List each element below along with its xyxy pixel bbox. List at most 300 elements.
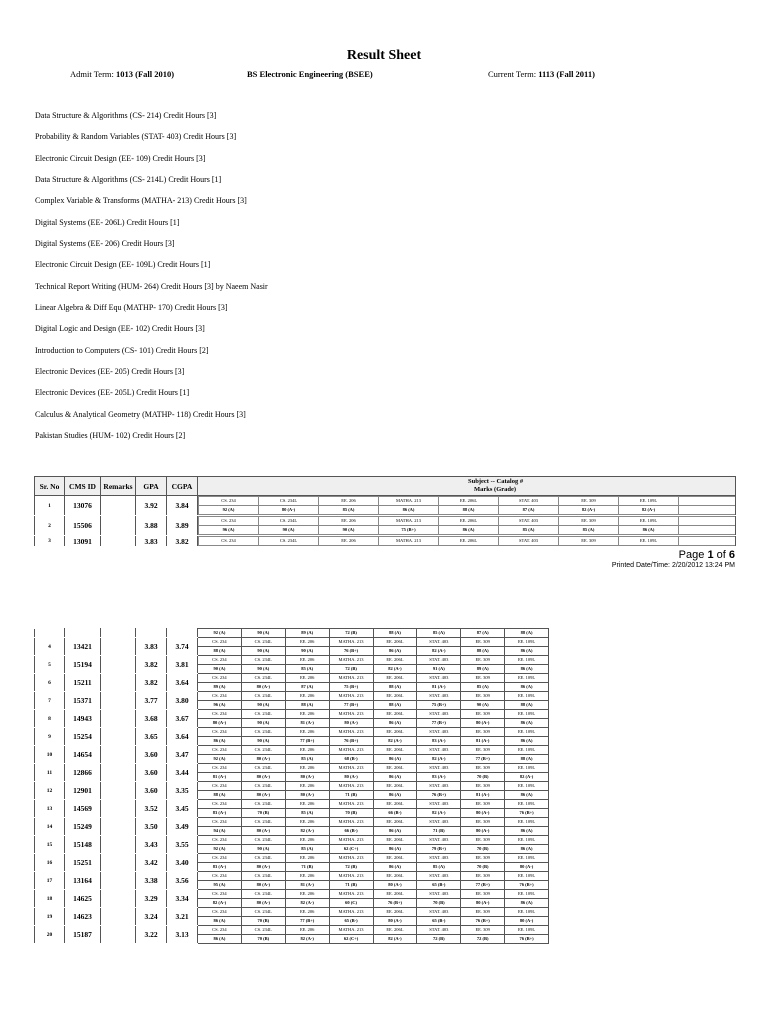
subject-code: CS. 234L <box>241 872 285 881</box>
grade-cell: 81 (A-) <box>461 737 505 746</box>
row-remarks <box>101 692 136 710</box>
grade-cell: 86 (A) <box>373 863 417 872</box>
grade-cell: 82 (A-) <box>619 506 679 515</box>
subject-code: EE. 109L <box>619 497 679 506</box>
grade-cell: 95 (A) <box>198 881 242 890</box>
subject-code: CS. 234L <box>241 656 285 665</box>
grade-cell: 77 (B+) <box>461 881 505 890</box>
row-gpa: 3.42 <box>136 854 167 872</box>
grade-cell: 75 (B+) <box>417 701 461 710</box>
row-cms-id: 13421 <box>65 638 101 656</box>
grade-cell: 80 (A-) <box>285 773 329 782</box>
empty-cell <box>679 526 736 535</box>
subject-code: EE. 206L <box>373 800 417 809</box>
grade-cell: 75 (B+) <box>379 526 439 535</box>
grade-cell: 81 (A-) <box>417 683 461 692</box>
subject-code: CS. 234L <box>241 746 285 755</box>
grade-cell: 70 (B) <box>461 863 505 872</box>
subject-code: CS. 234 <box>198 926 242 935</box>
grade-cell: 90 (A) <box>241 665 285 674</box>
grade-cell: 86 (A) <box>198 935 242 944</box>
subject-code: EE. 109L <box>505 674 549 683</box>
grade-cell: 80 (A-) <box>461 899 505 908</box>
printed-datetime <box>612 562 735 569</box>
grade-cell: 80 (A-) <box>373 917 417 926</box>
grade-cell: 81 (A-) <box>198 773 242 782</box>
row-remarks <box>101 908 136 926</box>
subject-row <box>35 872 549 881</box>
grade-cell: 80 (A-) <box>241 683 285 692</box>
grade-cell: 80 (A-) <box>241 827 285 836</box>
subject-code: MATHA. 213 <box>329 836 373 845</box>
row-cgpa: 3.40 <box>167 854 198 872</box>
row-cgpa: 3.13 <box>167 926 198 944</box>
grade-cell: 86 (A) <box>379 506 439 515</box>
table-row <box>35 516 736 536</box>
subject-code: EE. 206L <box>439 537 499 546</box>
subject-code: EE. 206L <box>373 692 417 701</box>
subject-code: STAT. 403 <box>417 872 461 881</box>
subject-code: EE. 109L <box>505 836 549 845</box>
row-remarks <box>101 638 136 656</box>
grade-cell: 65 (B-) <box>329 917 373 926</box>
course-item: Calculus & Analytical Geometry (MATHP- 118) Credit Hours [3] <box>35 409 246 419</box>
grade-cell: 65 (B-) <box>417 881 461 890</box>
subject-code: MATHA. 213 <box>329 872 373 881</box>
grade-cell: 86 (A) <box>505 647 549 656</box>
grade-cell: 72 (B) <box>329 665 373 674</box>
row-gpa: 3.60 <box>136 782 167 800</box>
row-cms-id: 13091 <box>65 536 101 547</box>
grade-cell: 80 (A-) <box>461 809 505 818</box>
page-total: 6 <box>728 549 735 561</box>
subject-row <box>35 854 549 863</box>
subject-code: CS. 234 <box>198 764 242 773</box>
grade-cell: 81 (A-) <box>285 719 329 728</box>
page-title: Result Sheet <box>346 48 422 63</box>
grade-cell: 85 (A) <box>285 845 329 854</box>
grade-cell: 70 (B) <box>241 917 285 926</box>
subject-code: EE. 109L <box>505 656 549 665</box>
row-remarks <box>101 854 136 872</box>
row-cgpa: 3.21 <box>167 908 198 926</box>
grade-cell: 86 (A) <box>505 845 549 854</box>
grade-cell: 90 (A) <box>241 737 285 746</box>
course-item: Probability & Random Variables (STAT- 403) Credit Hours [3] <box>35 132 237 142</box>
subject-row <box>35 818 549 827</box>
subject-code: MATHA. 213 <box>329 764 373 773</box>
row-gpa: 3.82 <box>136 656 167 674</box>
row-cgpa: 3.84 <box>167 496 198 516</box>
subject-code: EE. 309 <box>461 656 505 665</box>
row-cms-id: 14625 <box>65 890 101 908</box>
row-gpa: 3.22 <box>136 926 167 944</box>
subject-code: EE. 309 <box>559 497 619 506</box>
row-cms-id: 12866 <box>65 764 101 782</box>
subject-code: CS. 234 <box>198 638 242 647</box>
grade-cell: 82 (A-) <box>285 827 329 836</box>
grade-cell: 76 (B+) <box>505 881 549 890</box>
row-sr: 13 <box>35 800 65 818</box>
subject-code: CS. 234 <box>198 728 242 737</box>
row-sr: 4 <box>35 638 65 656</box>
row-cms-id: 15249 <box>65 818 101 836</box>
grade-cell: 77 (B+) <box>285 917 329 926</box>
grade-cell: 85 (A) <box>319 506 379 515</box>
grade-cell: 88 (A) <box>373 629 417 638</box>
row-sr: 7 <box>35 692 65 710</box>
subject-code: EE. 206 <box>285 926 329 935</box>
page-current: 1 <box>707 549 714 561</box>
grade-cell: 85 (A) <box>417 629 461 638</box>
empty-cell <box>679 497 736 506</box>
row-sr: 12 <box>35 782 65 800</box>
subject-code: EE. 206 <box>319 537 379 546</box>
grade-cell: 86 (A) <box>505 719 549 728</box>
row-gpa: 3.38 <box>136 872 167 890</box>
current-term <box>488 69 595 79</box>
subject-code: STAT. 403 <box>417 908 461 917</box>
subject-code: MATHA. 213 <box>329 710 373 719</box>
grade-cell: 86 (A) <box>619 526 679 535</box>
subject-code: EE. 206 <box>285 764 329 773</box>
grade-cell: 90 (A) <box>241 845 285 854</box>
row-remarks <box>101 764 136 782</box>
row-gpa: 3.60 <box>136 746 167 764</box>
subject-code: CS. 234 <box>198 710 242 719</box>
subject-code: EE. 206 <box>285 692 329 701</box>
admit-term <box>70 69 174 79</box>
grade-cell: 82 (A-) <box>417 647 461 656</box>
subject-code: CS. 234L <box>241 728 285 737</box>
subject-code: EE. 109L <box>505 800 549 809</box>
subject-code: STAT. 403 <box>499 517 559 526</box>
subject-code: CS. 234L <box>241 890 285 899</box>
row-sr: 20 <box>35 926 65 944</box>
subject-code: CS. 234 <box>198 818 242 827</box>
grade-cell: 90 (A) <box>198 665 242 674</box>
subject-code: MATHA. 213 <box>329 908 373 917</box>
grade-cell: 85 (A) <box>285 809 329 818</box>
header-cgpa: CGPA <box>167 477 198 496</box>
row-remarks <box>101 746 136 764</box>
subject-code: CS. 234 <box>198 800 242 809</box>
row-gpa: 3.92 <box>136 496 167 516</box>
grade-cell: 86 (A) <box>505 665 549 674</box>
subject-code: EE. 206L <box>373 746 417 755</box>
subject-code: EE. 206L <box>373 656 417 665</box>
row-cgpa: 3.45 <box>167 800 198 818</box>
row-cms-id: 14623 <box>65 908 101 926</box>
subject-code: EE. 109L <box>505 926 549 935</box>
subject-code: CS. 234 <box>198 872 242 881</box>
row-cms-id: 15187 <box>65 926 101 944</box>
subject-code: STAT. 403 <box>417 638 461 647</box>
subject-code: EE. 206L <box>373 710 417 719</box>
subject-code: STAT. 403 <box>417 710 461 719</box>
row-sr: 14 <box>35 818 65 836</box>
subject-row <box>35 926 549 935</box>
grade-cell: 77 (B+) <box>461 755 505 764</box>
row-cms-id: 13076 <box>65 496 101 516</box>
row-sr: 5 <box>35 656 65 674</box>
subject-code: CS. 234L <box>241 800 285 809</box>
subject-code: CS. 234L <box>241 908 285 917</box>
subject-code: EE. 206 <box>285 746 329 755</box>
grade-cell: 70 (B) <box>417 899 461 908</box>
subject-code: EE. 109L <box>505 872 549 881</box>
subject-code: CS. 234 <box>199 517 259 526</box>
admit-term-label: Admit Term: <box>70 69 114 79</box>
grade-cell: 80 (A-) <box>198 719 242 728</box>
page-number <box>679 549 735 561</box>
header-subject-line2: Marks (Grade) <box>474 486 517 493</box>
row-gpa: 3.83 <box>136 638 167 656</box>
subject-code: EE. 109L <box>505 782 549 791</box>
subject-code: CS. 234L <box>241 764 285 773</box>
subject-row <box>35 692 549 701</box>
blank-cell <box>35 629 65 638</box>
grade-cell: 81 (A-) <box>461 791 505 800</box>
grade-cell: 91 (A) <box>417 665 461 674</box>
subject-code: EE. 309 <box>461 872 505 881</box>
header-subject <box>198 477 736 496</box>
grade-cell: 70 (B) <box>461 845 505 854</box>
grade-cell: 76 (B+) <box>417 791 461 800</box>
row-cms-id: 15211 <box>65 674 101 692</box>
subject-code: CS. 234 <box>198 674 242 683</box>
header-gpa: GPA <box>136 477 167 496</box>
table-row <box>35 496 736 516</box>
grade-cell: 68 (B-) <box>329 755 373 764</box>
subject-code: STAT. 403 <box>417 890 461 899</box>
current-term-label: Current Term: <box>488 69 537 79</box>
row-cms-id: 12901 <box>65 782 101 800</box>
row-cgpa: 3.49 <box>167 818 198 836</box>
subject-code: EE. 206L <box>439 517 499 526</box>
row-remarks <box>101 836 136 854</box>
grade-cell: 80 (A-) <box>241 863 285 872</box>
grade-cell: 86 (A) <box>373 755 417 764</box>
grade-cell: 90 (A) <box>241 629 285 638</box>
row-subjects <box>198 516 736 536</box>
row-remarks <box>101 926 136 944</box>
subject-code: STAT. 403 <box>417 746 461 755</box>
grade-cell: 80 (A-) <box>285 791 329 800</box>
program-name: BS Electronic Engineering (BSEE) <box>247 69 373 79</box>
course-item: Digital Logic and Design (EE- 102) Credit Hours [3] <box>35 324 205 334</box>
grade-cell: 80 (A-) <box>505 863 549 872</box>
grade-cell: 70 (B) <box>329 809 373 818</box>
course-item: Electronic Devices (EE- 205) Credit Hours [3] <box>35 366 185 376</box>
subject-row <box>35 746 549 755</box>
grade-cell: 76 (B+) <box>505 935 549 944</box>
subject-code: STAT. 403 <box>417 782 461 791</box>
subject-code: MATHA. 213 <box>329 674 373 683</box>
grade-cell: 86 (A) <box>505 737 549 746</box>
grade-cell: 88 (A) <box>198 791 242 800</box>
subject-code: EE. 206L <box>373 728 417 737</box>
subject-code: CS. 234 <box>198 656 242 665</box>
header-cms: CMS ID <box>65 477 101 496</box>
subject-code: EE. 109L <box>619 537 679 546</box>
row-sr: 18 <box>35 890 65 908</box>
grade-cell: 88 (A) <box>461 647 505 656</box>
row-gpa: 3.83 <box>136 536 167 547</box>
grade-cell: 88 (A) <box>373 683 417 692</box>
row-remarks <box>101 728 136 746</box>
row-remarks <box>101 818 136 836</box>
subject-code: EE. 206L <box>373 836 417 845</box>
grade-cell: 96 (A) <box>199 526 259 535</box>
empty-cell <box>679 517 736 526</box>
grade-cell: 86 (A) <box>198 917 242 926</box>
subject-row <box>35 638 549 647</box>
subject-code: CS. 234 <box>199 537 259 546</box>
subject-code: STAT. 403 <box>417 818 461 827</box>
subject-code: EE. 206 <box>285 836 329 845</box>
subject-row <box>35 800 549 809</box>
subject-code: EE. 206 <box>285 710 329 719</box>
subject-code: MATHA. 213 <box>329 728 373 737</box>
subject-code: EE. 309 <box>559 517 619 526</box>
subject-code: EE. 206L <box>373 782 417 791</box>
course-item: Digital Systems (EE- 206L) Credit Hours [1] <box>35 217 180 227</box>
subject-code: CS. 234L <box>241 710 285 719</box>
course-item: Introduction to Computers (CS- 101) Credit Hours [2] <box>35 345 209 355</box>
grade-cell: 77 (B+) <box>285 737 329 746</box>
subject-code: EE. 309 <box>461 728 505 737</box>
subject-code: EE. 206L <box>373 764 417 773</box>
grade-cell: 76 (B+) <box>505 809 549 818</box>
subject-code: CS. 234 <box>198 854 242 863</box>
grade-cell: 72 (B) <box>461 935 505 944</box>
subject-code: STAT. 403 <box>417 728 461 737</box>
course-item: Technical Report Writing (HUM- 264) Credit Hours [3] by Naeem Nasir <box>35 281 268 291</box>
grade-cell: 83 (A-) <box>198 809 242 818</box>
grade-cell: 82 (A-) <box>373 935 417 944</box>
grade-cell: 70 (B) <box>241 935 285 944</box>
grade-cell: 66 (B-) <box>329 827 373 836</box>
grade-cell: 89 (A) <box>285 629 329 638</box>
header-remarks: Remarks <box>101 477 136 496</box>
grade-cell: 86 (A) <box>373 719 417 728</box>
row-cgpa: 3.47 <box>167 746 198 764</box>
grade-cell: 71 (B) <box>329 881 373 890</box>
table-row <box>35 536 736 547</box>
page-break <box>0 576 768 628</box>
grade-cell: 86 (A) <box>373 845 417 854</box>
row-sr: 6 <box>35 674 65 692</box>
subject-code: EE. 206L <box>373 674 417 683</box>
subject-code: EE. 309 <box>461 638 505 647</box>
grade-cell: 86 (A) <box>505 791 549 800</box>
subject-row <box>35 890 549 899</box>
grade-row <box>35 629 549 638</box>
course-item: Digital Systems (EE- 206) Credit Hours [3] <box>35 238 175 248</box>
blank-cell <box>101 629 136 638</box>
subject-code: STAT. 403 <box>417 836 461 845</box>
row-cms-id: 13164 <box>65 872 101 890</box>
page-prefix: Page <box>678 549 705 561</box>
blank-cell <box>65 629 101 638</box>
grade-cell: 70 (B) <box>461 773 505 782</box>
subject-code: MATHA. 213 <box>329 818 373 827</box>
subject-row <box>35 710 549 719</box>
row-subjects <box>198 536 736 547</box>
grade-cell: 71 (B) <box>417 827 461 836</box>
grade-cell: 90 (A) <box>319 526 379 535</box>
row-remarks <box>101 674 136 692</box>
header-subject-line1: Subject -- Catalog # <box>468 478 524 485</box>
row-cgpa: 3.34 <box>167 890 198 908</box>
grade-cell: 86 (A) <box>505 683 549 692</box>
row-sr: 1 <box>35 496 65 516</box>
subject-code: EE. 206L <box>373 908 417 917</box>
grade-cell: 80 (A-) <box>259 506 319 515</box>
subject-code: EE. 206L <box>439 497 499 506</box>
subject-code: CS. 234L <box>259 537 319 546</box>
grade-cell: 77 (B+) <box>329 701 373 710</box>
row-remarks <box>101 782 136 800</box>
grade-cell: 82 (A-) <box>198 899 242 908</box>
course-item: Linear Algebra & Diff Equ (MATHP- 170) Credit Hours [3] <box>35 302 228 312</box>
subject-code: CS. 234 <box>198 782 242 791</box>
subject-row <box>35 836 549 845</box>
row-sr: 17 <box>35 872 65 890</box>
row-gpa: 3.43 <box>136 836 167 854</box>
row-sr: 16 <box>35 854 65 872</box>
subject-code: EE. 206L <box>373 872 417 881</box>
printed-value: 2/20/2012 13:24 PM <box>671 562 735 569</box>
current-term-value: 1113 (Fall 2011) <box>538 69 595 79</box>
grade-cell: 80 (A-) <box>329 773 373 782</box>
row-cgpa: 3.82 <box>167 536 198 547</box>
subject-code: MATHA. 213 <box>329 638 373 647</box>
subject-code: EE. 109L <box>619 517 679 526</box>
subject-code: MATHA. 213 <box>379 537 439 546</box>
row-cms-id: 15371 <box>65 692 101 710</box>
subject-code: EE. 109L <box>505 908 549 917</box>
subject-code: EE. 109L <box>505 818 549 827</box>
subject-code: EE. 206 <box>319 517 379 526</box>
subject-code: EE. 309 <box>461 836 505 845</box>
subject-code: EE. 109L <box>505 764 549 773</box>
subject-code: EE. 309 <box>461 782 505 791</box>
subject-code: CS. 234L <box>241 638 285 647</box>
grade-cell: 77 (B+) <box>417 719 461 728</box>
grade-cell: 82 (A-) <box>417 809 461 818</box>
subject-code: EE. 109L <box>505 854 549 863</box>
row-remarks <box>101 800 136 818</box>
subject-code: STAT. 403 <box>417 656 461 665</box>
course-item: Electronic Devices (EE- 205L) Credit Hours [1] <box>35 388 190 398</box>
subject-code: EE. 109L <box>505 638 549 647</box>
grade-cell: 89 (A) <box>461 665 505 674</box>
subject-row <box>35 674 549 683</box>
grade-cell: 89 (A) <box>198 683 242 692</box>
subject-code: EE. 206 <box>285 890 329 899</box>
printed-label: Printed Date/Time: <box>611 562 670 569</box>
course-item: Data Structure & Algorithms (CS- 214) Credit Hours [3] <box>35 111 217 120</box>
subject-code: EE. 309 <box>461 890 505 899</box>
row-cgpa: 3.64 <box>167 728 198 746</box>
subject-code: STAT. 403 <box>417 854 461 863</box>
row-cgpa: 3.89 <box>167 516 198 536</box>
row-sr: 3 <box>35 536 65 547</box>
row-cgpa: 3.44 <box>167 764 198 782</box>
row-gpa: 3.29 <box>136 890 167 908</box>
